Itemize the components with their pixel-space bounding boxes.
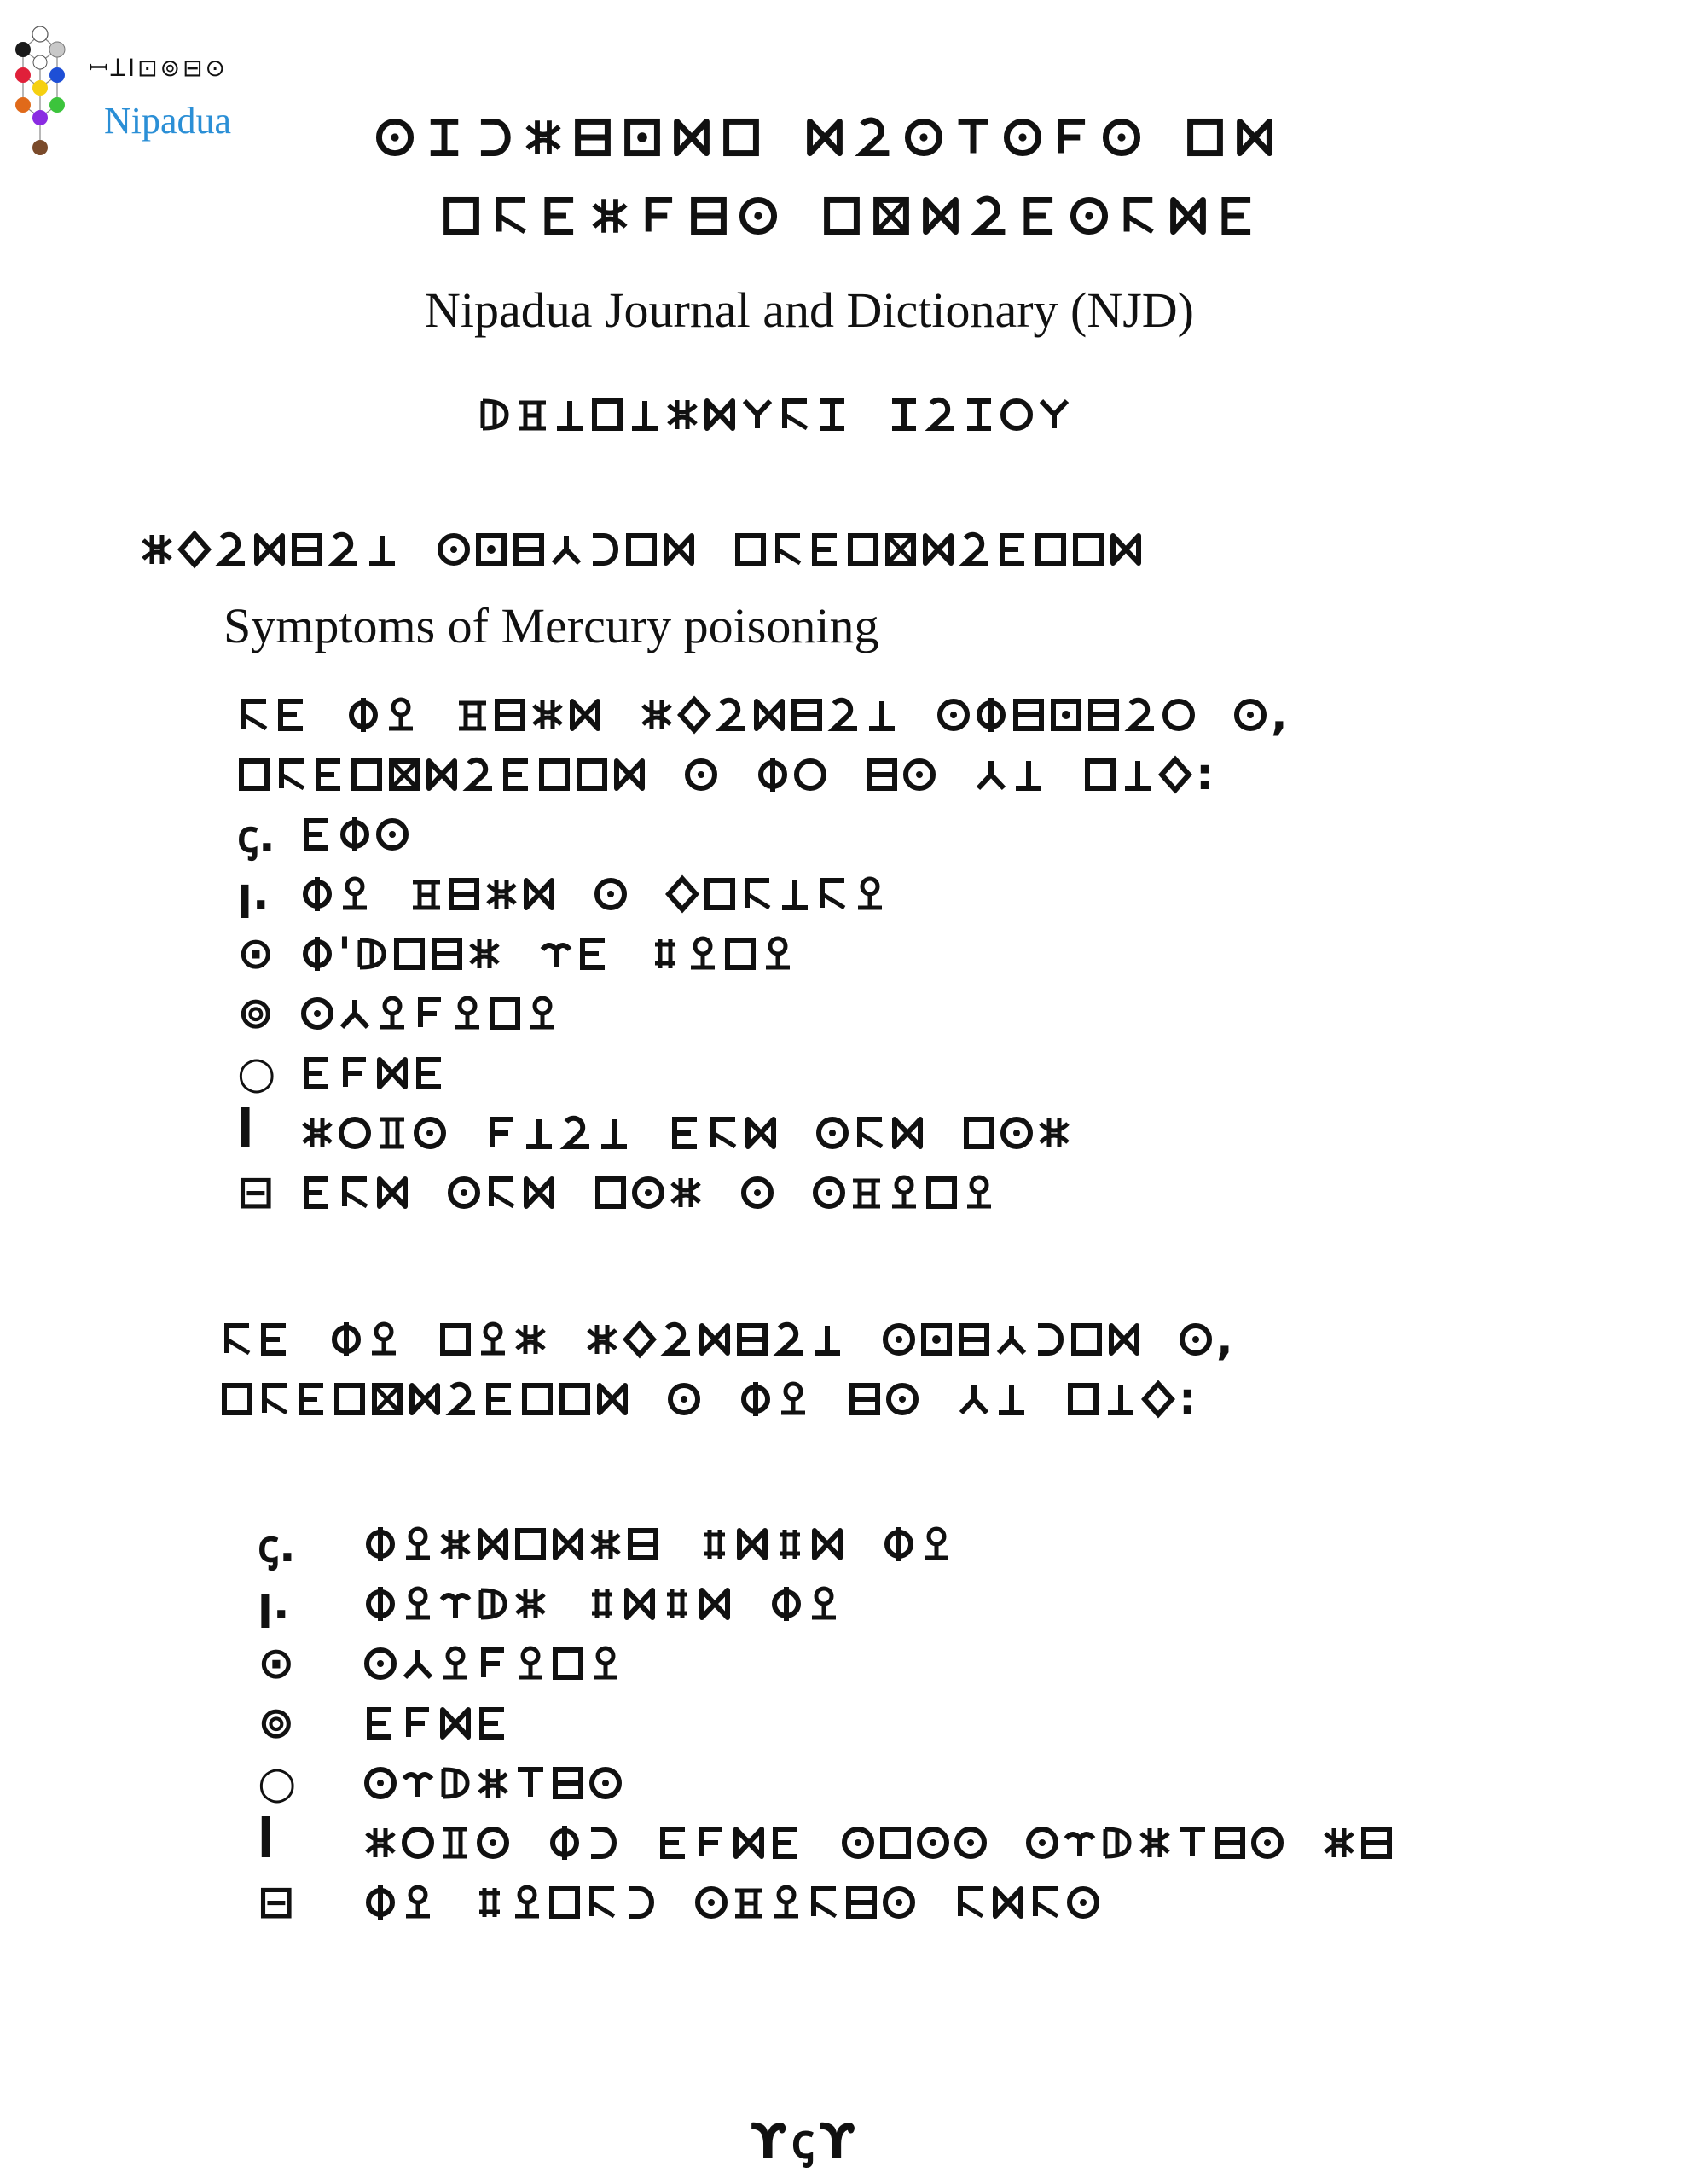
list-marker: ꞔ.	[237, 810, 275, 863]
nipadua-logo-icon	[10, 24, 70, 160]
list-1-item-1	[237, 809, 409, 863]
list-2-item-5	[258, 1757, 623, 1809]
list-marker: ⊟	[258, 1877, 295, 1928]
list-1-item-5	[237, 1048, 447, 1099]
list-2-item-6	[258, 1817, 1394, 1868]
list-marker: ○	[258, 1757, 297, 1809]
list-1-item-7	[237, 1167, 996, 1218]
list-marker: ○	[237, 1048, 276, 1099]
list-marker: ꞁ.	[237, 868, 270, 920]
paragraph-1-line-2: :	[237, 749, 1214, 800]
script-title-line-2	[438, 186, 1261, 246]
script-title-line-1	[372, 107, 1278, 167]
list-2-item-7	[258, 1877, 1100, 1928]
page-number: ϒꞔϒ	[751, 2114, 861, 2169]
paragraph-2-line-2: :	[220, 1374, 1197, 1425]
list-marker: ⊚	[237, 988, 275, 1039]
script-subtitle	[478, 389, 1071, 440]
list-marker: ꟾ	[258, 1817, 275, 1868]
list-2-item-1	[258, 1519, 954, 1570]
list-marker: ⊙	[237, 928, 275, 979]
list-1-item-3: ⊙ '	[237, 928, 795, 979]
list-marker: ꞔ.	[258, 1520, 296, 1572]
list-marker: ⊟	[237, 1167, 275, 1218]
list-marker: ꟾ	[237, 1107, 254, 1159]
section-title-script	[140, 524, 1143, 575]
list-marker: ꞁ.	[258, 1578, 290, 1629]
list-marker: ⊚	[258, 1698, 295, 1749]
list-1-item-2	[237, 868, 887, 920]
list-marker: ⊙	[258, 1638, 295, 1689]
logo-name: Nipadua	[104, 100, 232, 142]
section-title-english: Symptoms of Mercury poisoning	[223, 598, 879, 653]
paragraph-1-line-1: ,	[237, 689, 1288, 741]
paragraph-2-line-1: ,	[220, 1314, 1233, 1365]
list-2-item-3	[258, 1638, 623, 1689]
list-2-item-2	[258, 1578, 841, 1629]
logo-script-text: ꟷꓕꓲ⊡⊚⊟⊙	[89, 54, 228, 82]
list-1-item-4	[237, 988, 559, 1039]
header-title-english: Nipadua Journal and Dictionary (NJD)	[425, 282, 1194, 338]
list-2-item-4	[258, 1698, 510, 1749]
list-1-item-6	[237, 1107, 1071, 1159]
